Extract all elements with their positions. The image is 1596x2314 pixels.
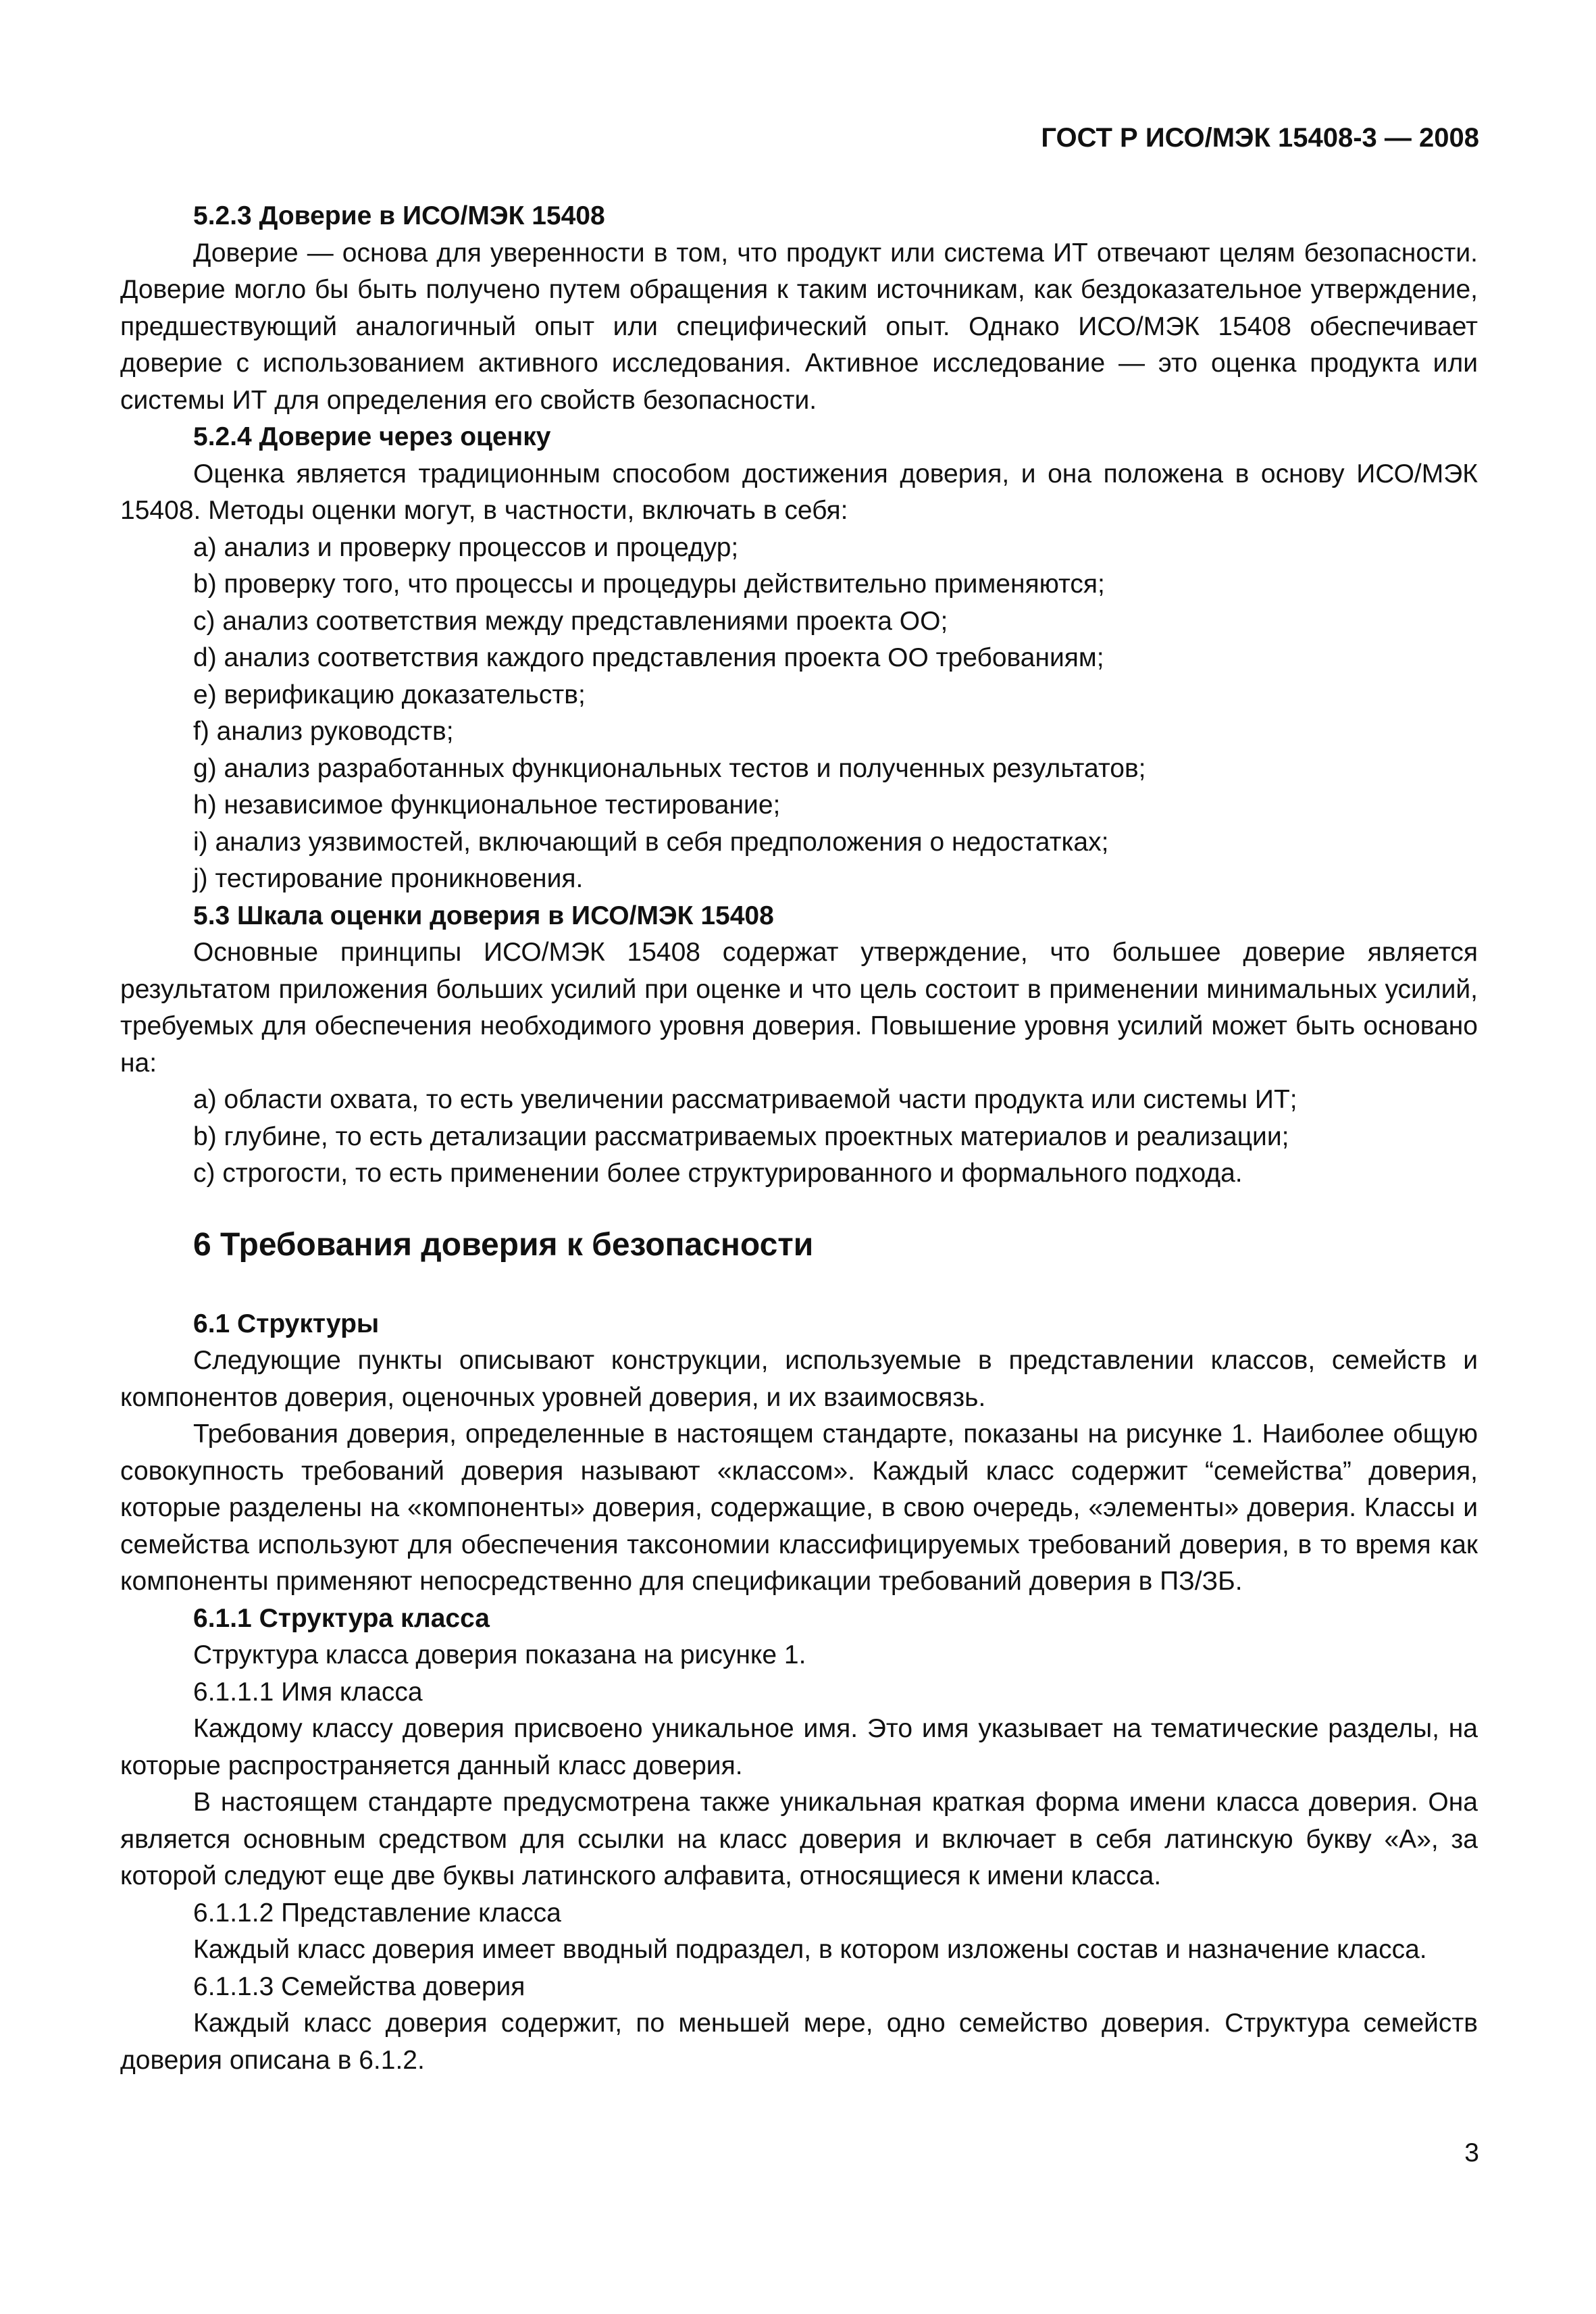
list-item: h) независимое функциональное тестирование; [193,790,781,820]
section-5-2-3-paragraph: Доверие — основа для уверенности в том, что продукт или система ИТ отвечают целям безопасности. Доверие могло бы быть получено путем обращения к таким источникам, как бездоказательное утверждение, предшествующий аналогичный опыт или специфический опыт. Однако ИСО/МЭК 15408 обеспечивает доверие с использованием активного исследования. Активное исследование — это оценка продукта или системы ИТ для определения его свойств безопасности. [120,238,1478,415]
subsection-paragraph: В настоящем стандарте предусмотрена также уникальная краткая форма имени класса доверия. Она является основным средством для ссылки на класс доверия и включает в себя латинскую букву «А», за которой следуют еще две буквы латинского алфавита, относящиеся к имени класса. [120,1788,1478,1890]
section-6-1-1-heading: 6.1.1 Структура класса [193,1603,490,1633]
section-6-1-heading: 6.1 Структуры [193,1309,380,1338]
subsection-title: 6.1.1.2 Представление класса [193,1898,561,1928]
list-item: c) анализ соответствия между представлениями проекта ОО; [193,606,948,636]
list-item: a) анализ и проверку процессов и процедур; [193,532,739,562]
section-5-3-paragraph: Основные принципы ИСО/МЭК 15408 содержат утверждение, что большее доверие является результатом приложения больших усилий при оценке и что цель состоит в применении минимальных усилий, требуемых для обеспечения необходимого уровня доверия. Повышение уровня усилий может быть основано на: [120,938,1478,1078]
subsection-paragraph: Каждый класс доверия содержит, по меньшей мере, одно семейство доверия. Структура семейств доверия описана в 6.1.2. [120,2009,1478,2075]
section-6-1-paragraph: Следующие пункты описывают конструкции, используемые в представлении классов, семейств и компонентов доверия, оценочных уровней доверия, и их взаимосвязь. [120,1346,1478,1412]
section-5-2-4-paragraph: Оценка является традиционным способом достижения доверия, и она положена в основу ИСО/МЭК 15408. Методы оценки могут, в частности, включать в себя: [120,459,1478,525]
list-item: j) тестирование проникновения. [193,864,584,893]
document-body [120,198,1478,2079]
list-item: b) глубине, то есть детализации рассматриваемых проектных материалов и реализации; [193,1122,1289,1151]
list-item: e) верификацию доказательств; [193,680,586,709]
section-5-2-4-heading: 5.2.4 Доверие через оценку [193,422,551,451]
section-5-3-heading: 5.3 Шкала оценки доверия в ИСО/МЭК 15408 [193,901,774,930]
list-item: c) строгости, то есть применении более структурированного и формального подхода. [193,1159,1243,1188]
subsection-paragraph: Каждый класс доверия имеет вводный подраздел, в котором изложены состав и назначение класса. [193,1935,1427,1964]
list-item: d) анализ соответствия каждого представления проекта ОО требованиям; [193,643,1104,672]
section-6-heading: 6 Требования доверия к безопасности [193,1226,814,1263]
list-item: a) области охвата, то есть увеличении рассматриваемой части продукта или системы ИТ; [193,1085,1297,1114]
list-item: i) анализ уязвимостей, включающий в себя предположения о недостатках; [193,827,1109,857]
list-item: b) проверку того, что процессы и процедуры действительно применяются; [193,570,1105,599]
section-5-2-3-heading: 5.2.3 Доверие в ИСО/МЭК 15408 [193,201,605,230]
section-6-1-1-paragraph: Структура класса доверия показана на рисунке 1. [193,1640,806,1669]
list-item: g) анализ разработанных функциональных тестов и полученных результатов; [193,753,1146,783]
page-number: 3 [1464,2138,1479,2167]
subsection-title: 6.1.1.3 Семейства доверия [193,1971,525,2001]
subsection-paragraph: Каждому классу доверия присвоено уникальное имя. Это имя указывает на тематические разделы, на которые распространяется данный класс доверия. [120,1714,1478,1780]
subsection-title: 6.1.1.1 Имя класса [193,1677,423,1707]
section-6-1-paragraph: Требования доверия, определенные в настоящем стандарте, показаны на рисунке 1. Наиболее общую совокупность требований доверия называют «классом». Каждый класс содержит “семейства” доверия, которые разделены на «компоненты» доверия, содержащие, в свою очередь, «элементы» доверия. Классы и семейства используют для обеспечения таксономии классифицируемых требований доверия, в то время как компоненты применяют непосредственно для спецификации требований доверия в ПЗ/ЗБ. [120,1419,1478,1596]
document-header: ГОСТ Р ИСО/МЭК 15408-3 — 2008 [1041,123,1479,153]
list-item: f) анализ руководств; [193,717,454,746]
